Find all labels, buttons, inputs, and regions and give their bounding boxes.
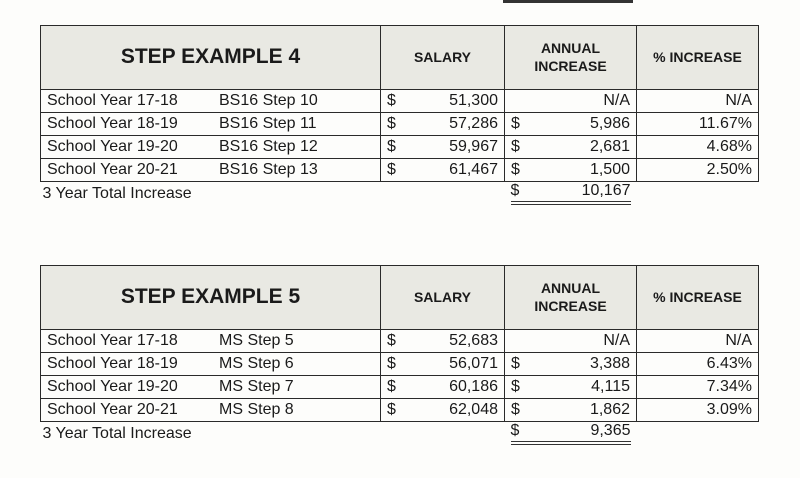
school-year: School Year 20-21 — [47, 401, 178, 418]
table-row — [41, 376, 759, 399]
increase-value: 4,115 — [591, 378, 630, 395]
table-row — [41, 136, 759, 159]
pct-increase-header: % INCREASE — [637, 26, 759, 90]
total-label: 3 Year Total Increase — [42, 184, 192, 202]
salary-currency: $ — [387, 401, 396, 418]
step-name: BS16 Step 12 — [219, 138, 318, 155]
row-label — [41, 353, 381, 376]
total-row — [41, 182, 759, 206]
row-label — [41, 376, 381, 399]
salary-value: 62,048 — [449, 401, 498, 418]
increase-currency: $ — [511, 378, 520, 395]
total-value: 9,365 — [590, 422, 631, 440]
salary-value: 52,683 — [449, 332, 498, 349]
increase-value: 1,862 — [589, 401, 630, 418]
school-year: School Year 18-19 — [47, 115, 178, 132]
salary-header: SALARY — [381, 266, 505, 330]
increase-value: 1,500 — [589, 161, 630, 178]
salary-value: 59,967 — [449, 138, 498, 155]
step-example-table — [40, 25, 759, 206]
increase-value: N/A — [603, 332, 630, 349]
table-header-row — [41, 266, 759, 330]
row-label — [41, 330, 381, 353]
total-row — [41, 422, 759, 446]
step-name: MS Step 5 — [219, 332, 294, 349]
increase-currency: $ — [511, 401, 520, 418]
total-cell — [505, 422, 637, 446]
salary-currency: $ — [387, 115, 396, 132]
table-row — [41, 90, 759, 113]
pct-increase-cell: N/A — [637, 330, 759, 353]
school-year: School Year 20-21 — [47, 161, 178, 178]
table-row — [41, 330, 759, 353]
row-label — [41, 159, 381, 182]
step-example-table — [40, 265, 759, 446]
school-year: School Year 19-20 — [47, 138, 178, 155]
increase-value: 2,681 — [589, 138, 630, 155]
total-currency: $ — [510, 182, 520, 200]
pct-increase-cell: 11.67% — [637, 113, 759, 136]
increase-value: 3,388 — [589, 355, 630, 372]
increase-currency: $ — [511, 115, 520, 132]
pct-increase-cell: 3.09% — [637, 399, 759, 422]
school-year: School Year 17-18 — [47, 332, 178, 349]
step-name: MS Step 7 — [219, 378, 294, 395]
salary-currency: $ — [387, 161, 396, 178]
increase-currency: $ — [511, 138, 520, 155]
school-year: School Year 17-18 — [47, 92, 178, 109]
step-name: MS Step 8 — [219, 401, 294, 418]
salary-cell — [381, 136, 505, 159]
salary-currency: $ — [387, 378, 396, 395]
salary-cell — [381, 330, 505, 353]
salary-cell — [381, 159, 505, 182]
salary-cell — [381, 353, 505, 376]
row-label — [41, 399, 381, 422]
increase-value: 5,986 — [589, 115, 630, 132]
total-cell — [505, 182, 637, 206]
annual-increase-cell — [505, 90, 637, 113]
annual-increase-header: ANNUAL INCREASE — [505, 266, 637, 330]
salary-value: 57,286 — [449, 115, 498, 132]
pct-increase-cell: 6.43% — [637, 353, 759, 376]
total-value: 10,167 — [581, 182, 631, 200]
salary-currency: $ — [387, 138, 396, 155]
school-year: School Year 19-20 — [47, 378, 178, 395]
salary-currency: $ — [387, 355, 396, 372]
salary-cell — [381, 399, 505, 422]
step-name: MS Step 6 — [219, 355, 294, 372]
page-top-rule — [503, 0, 633, 3]
increase-currency: $ — [511, 161, 520, 178]
increase-value: N/A — [603, 92, 630, 109]
row-label — [41, 113, 381, 136]
annual-increase-cell — [505, 353, 637, 376]
table-row — [41, 353, 759, 376]
pct-increase-header: % INCREASE — [637, 266, 759, 330]
salary-currency: $ — [387, 332, 396, 349]
salary-value: 56,071 — [449, 355, 498, 372]
annual-increase-cell — [505, 399, 637, 422]
increase-currency: $ — [511, 355, 520, 372]
table-row — [41, 159, 759, 182]
step-name: BS16 Step 10 — [219, 92, 318, 109]
total-currency: $ — [510, 422, 520, 440]
salary-value: 60,186 — [449, 378, 498, 395]
table-row — [41, 113, 759, 136]
pct-increase-cell: 4.68% — [637, 136, 759, 159]
step-name: BS16 Step 13 — [219, 161, 318, 178]
pct-increase-cell: 2.50% — [637, 159, 759, 182]
table-header-row — [41, 26, 759, 90]
annual-increase-cell — [505, 136, 637, 159]
annual-increase-cell — [505, 376, 637, 399]
salary-cell — [381, 113, 505, 136]
salary-cell — [381, 90, 505, 113]
table-title: STEP EXAMPLE 4 — [41, 26, 381, 90]
pct-increase-cell: N/A — [637, 90, 759, 113]
table-row — [41, 399, 759, 422]
table-title: STEP EXAMPLE 5 — [41, 266, 381, 330]
annual-increase-cell — [505, 113, 637, 136]
salary-cell — [381, 376, 505, 399]
total-label: 3 Year Total Increase — [42, 424, 192, 442]
salary-value: 61,467 — [449, 161, 498, 178]
annual-increase-header: ANNUAL INCREASE — [505, 26, 637, 90]
annual-increase-cell — [505, 330, 637, 353]
salary-currency: $ — [387, 92, 396, 109]
annual-increase-cell — [505, 159, 637, 182]
pct-increase-cell: 7.34% — [637, 376, 759, 399]
salary-header: SALARY — [381, 26, 505, 90]
step-name: BS16 Step 11 — [219, 115, 317, 132]
row-label — [41, 90, 381, 113]
row-label — [41, 136, 381, 159]
salary-value: 51,300 — [449, 92, 498, 109]
school-year: School Year 18-19 — [47, 355, 178, 372]
